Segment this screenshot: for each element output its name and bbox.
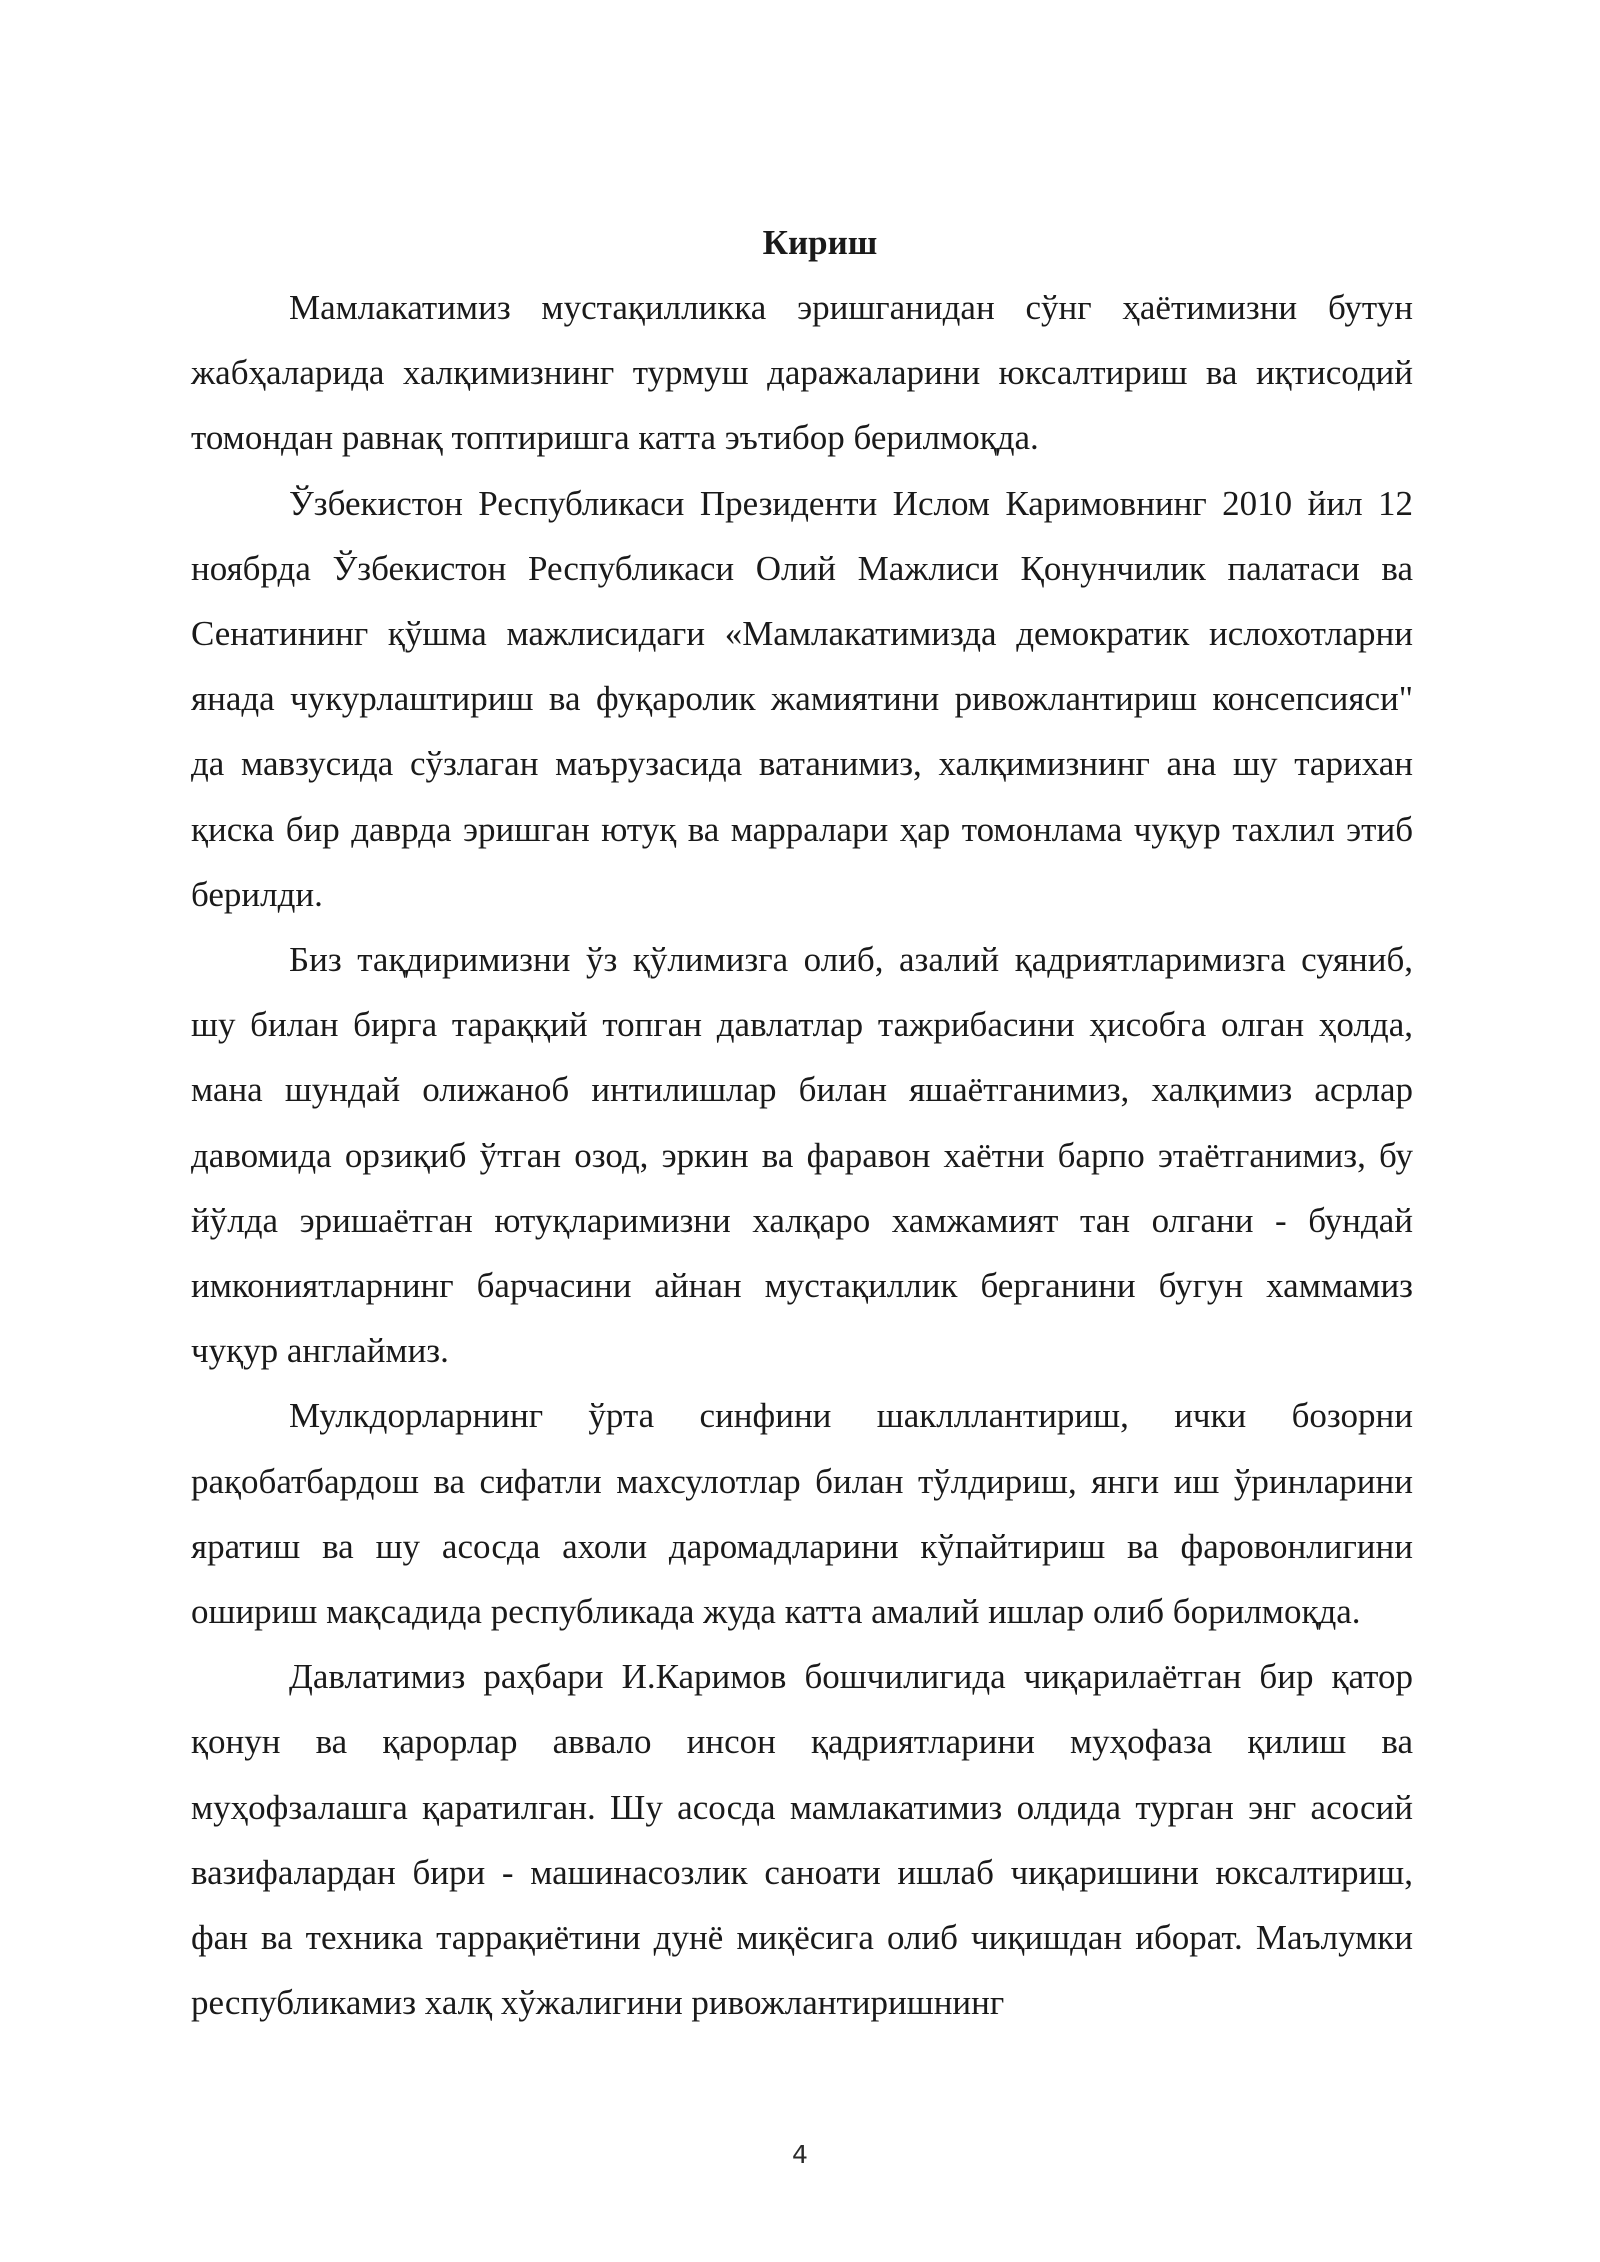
page-number: 4 (792, 2140, 808, 2169)
paragraph-2: Ўзбекистон Республикаси Президенти Ислом Каримовнинг 2010 йил 12 ноябрда Ўзбекистон Республикаси Олий Мажлиси Қонунчилик палатаси ва Сенатининг қўшма мажлисидаги «Мамлакатимизда демократик ислохотларни янада чукурлаштириш ва фуқаролик жамиятини ривожлантириш консепсияси" да мавзусида сўзлаган маърузасида ватанимиз, халқимизнинг ана шу тарихан қиска бир даврда эришган ютуқ ва марралари ҳар томонлама чуқур тахлил этиб берилди. (191, 483, 1413, 914)
page-body (191, 210, 1413, 2035)
paragraph-3: Биз тақдиримизни ўз қўлимизга олиб, азалий қадриятларимизга суяниб, шу билан бирга тараққий топган давлатлар тажрибасини ҳисобга олган ҳолда, мана шундай олижаноб интилишлар билан яшаётганимиз, халқимиз асрлар давомида орзиқиб ўтган озод, эркин ва фаравон хаётни барпо этаётганимиз, бу йўлда эришаётган ютуқларимизни халқаро хамжамият тан олгани - бундай имкониятларнинг барчасини айнан мустақиллик берганини бугун хаммамиз чуқур англаймиз. (191, 940, 1413, 1371)
paragraph-5: Давлатимиз раҳбари И.Каримов бошчилигида чиқарилаётган бир қатор қонун ва қарорлар аввало инсон қадриятларини муҳофаза қилиш ва муҳофзалашга қаратилган. Шу асосда мамлакатимиз олдида турган энг асосий вазифалардан бири - машинасозлик саноати ишлаб чиқаришини юксалтириш, фан ва техника таррақиётини дунё миқёсига олиб чиқишдан иборат. Маълумки республикамиз халқ хўжалигини ривожлантиришнинг (191, 1657, 1413, 2023)
page-title: Кириш (762, 223, 878, 262)
paragraph-1: Мамлакатимиз мустақилликка эришганидан сўнг ҳаётимизни бутун жабҳаларида халқимизнинг турмуш даражаларини юксалтириш ва иқтисодий томондан равнақ топтиришга катта эътибор берилмоқда. (191, 288, 1413, 458)
paragraph-4: Мулкдорларнинг ўрта синфини шаклллантириш, ички бозорни рақобатбардош ва сифатли махсулотлар билан тўлдириш, янги иш ўринларини яратиш ва шу асосда ахоли даромадларини кўпайтириш ва фаровонлигини ошириш мақсадида республикада жуда катта амалий ишлар олиб борилмоқда. (191, 1396, 1413, 1632)
